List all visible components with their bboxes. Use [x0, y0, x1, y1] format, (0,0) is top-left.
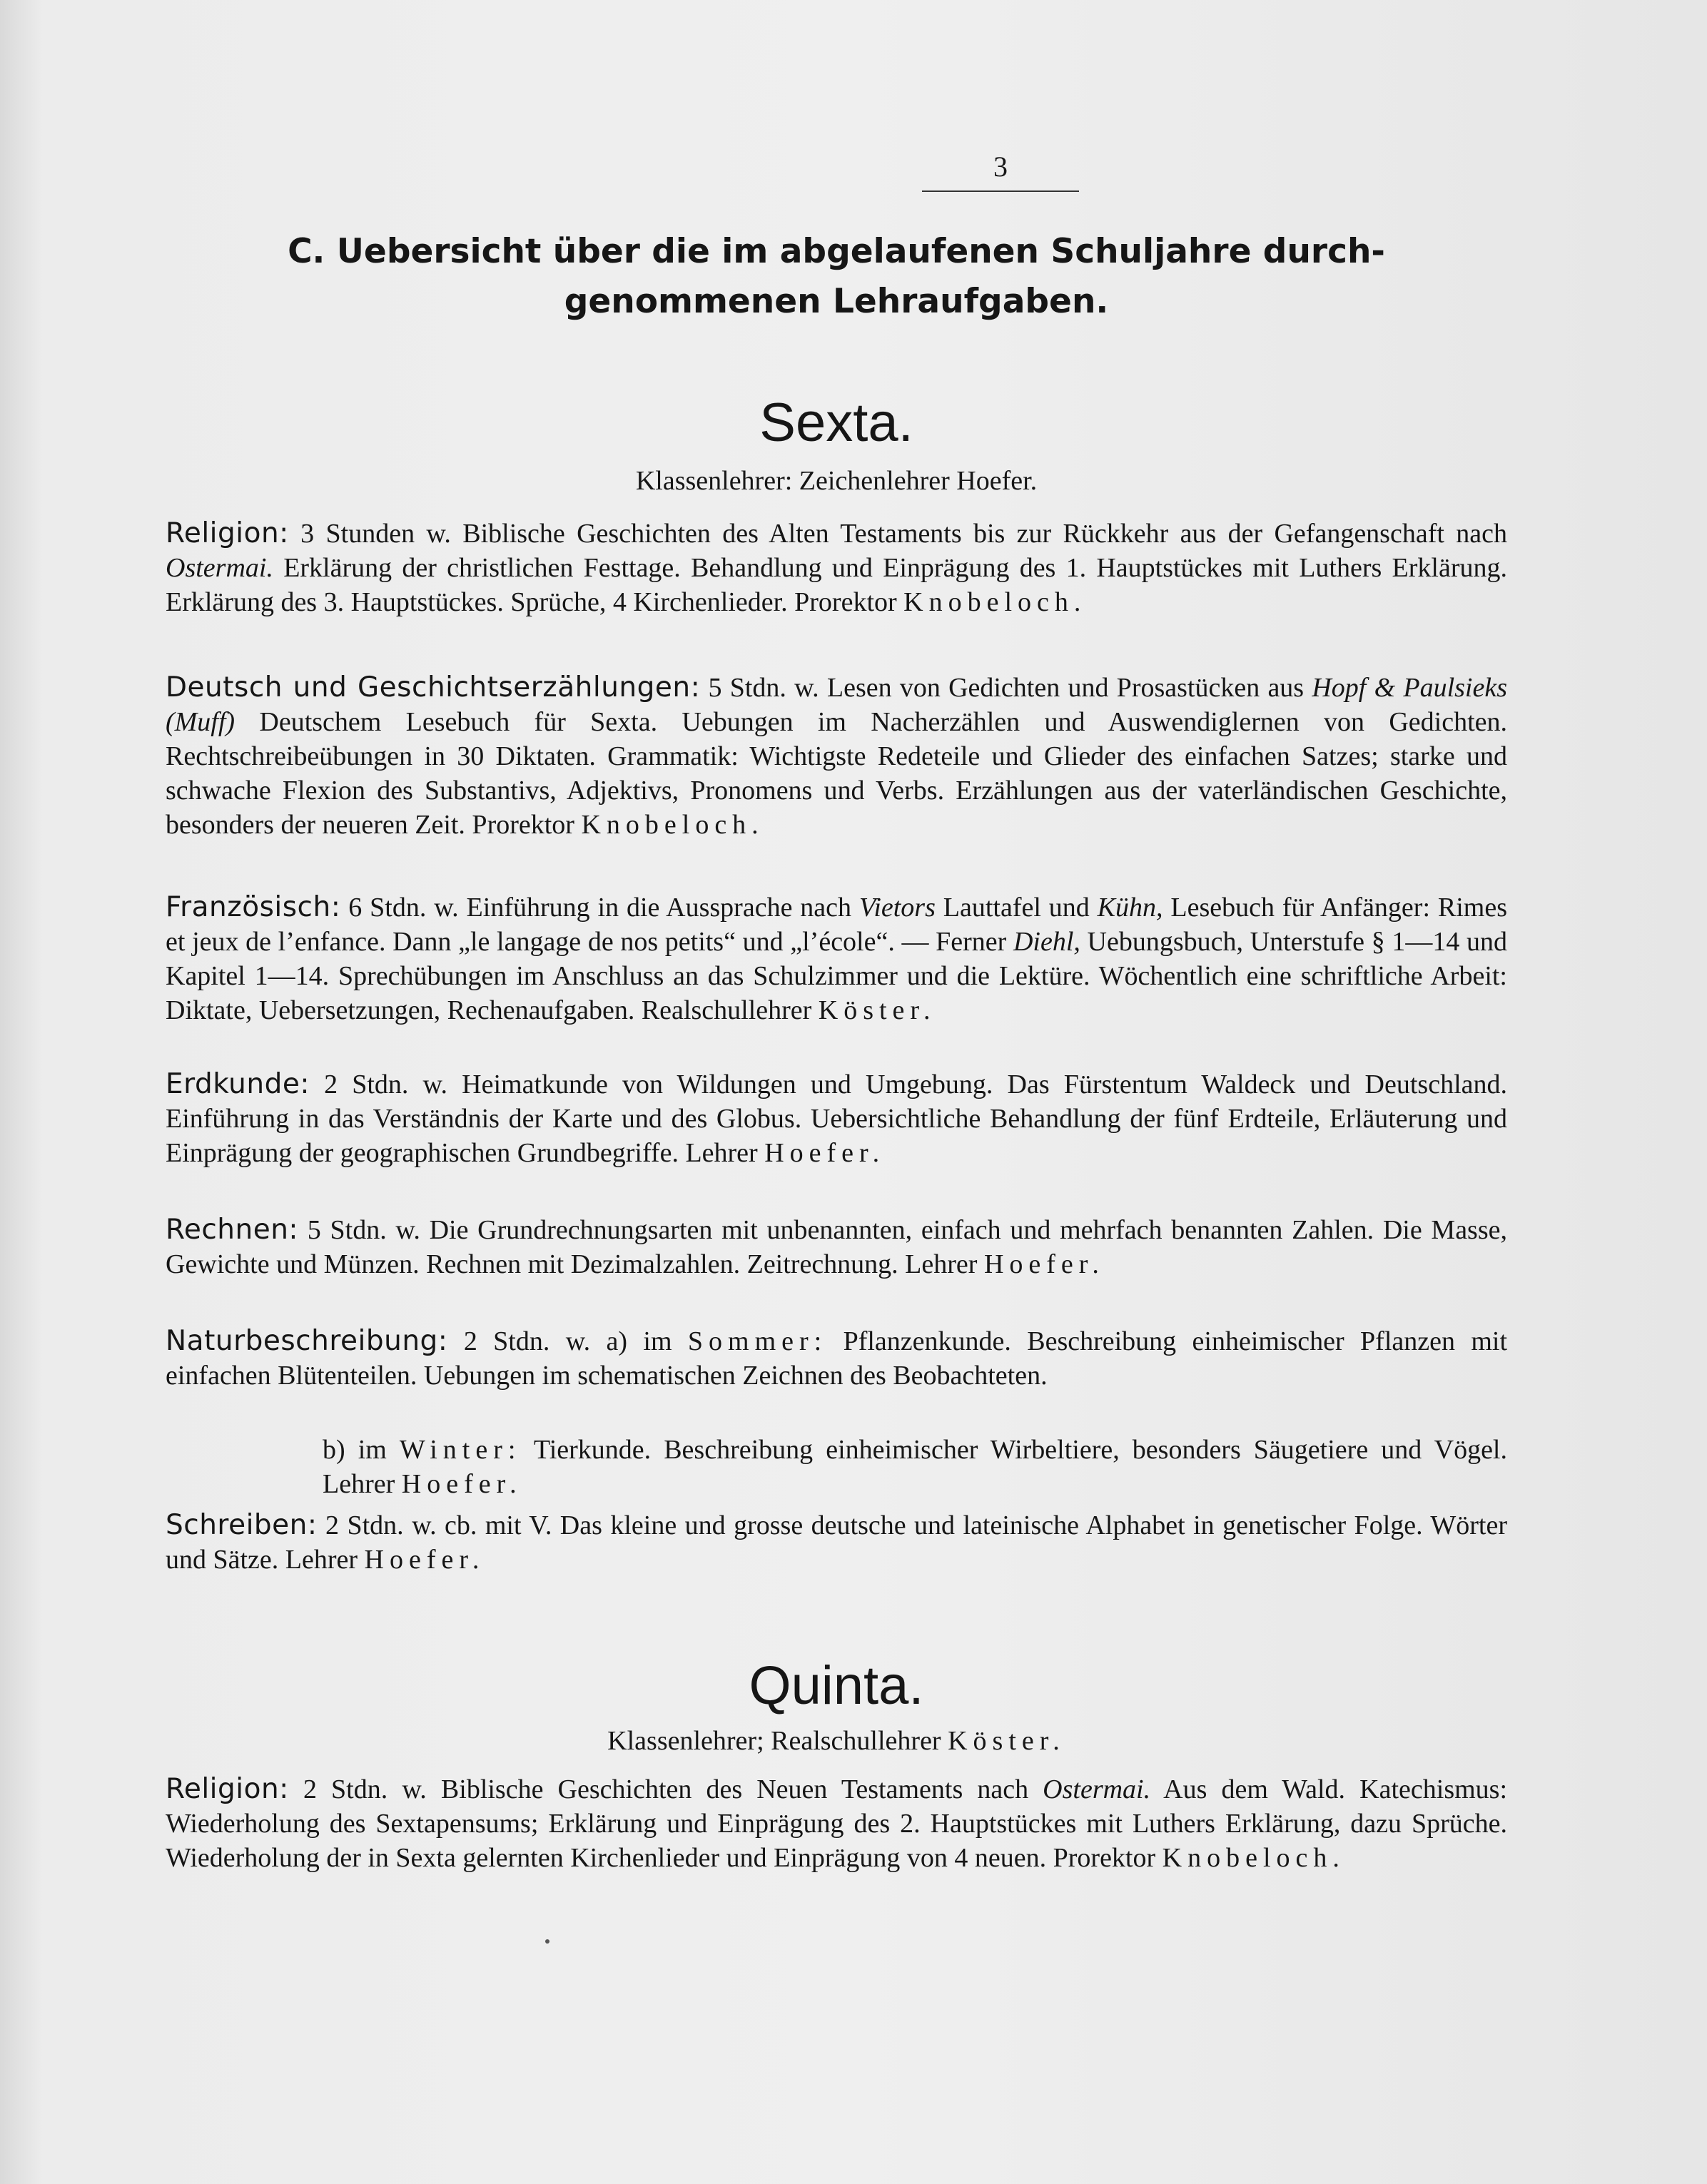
- class-heading-sexta: Sexta.: [759, 392, 913, 453]
- entry-text: b) im: [323, 1435, 400, 1465]
- entry-text: Aus dem Wald. Katechismus: Wiederholung des Sextapensums; Erklärung und Einprägung des 2. Hauptstückes mit Luthers Erklärung, dazu Sprüche. Wiederholung der in Sexta gelernten Kirchenlieder und Einprägung von 4 neuen. Prorektor: [166, 1774, 1508, 1873]
- entry-text: 5 Stdn. w. Lesen von Gedichten und Prosastücken aus: [708, 673, 1312, 703]
- entry-schreiben-sexta: [166, 1508, 1507, 1577]
- entry-text: Lesebuch für Anfänger: Rimes et jeux de l’enfance. Dann „le langage de nos petits“ und „l’école“. — Ferner: [166, 893, 1508, 957]
- teacher-name: Köster.: [948, 1726, 1065, 1756]
- teacher-name: Knobeloch.: [903, 587, 1087, 617]
- subject-label: Deutsch und Geschichtserzählungen:: [166, 671, 701, 704]
- season-label: Sommer:: [687, 1326, 828, 1356]
- entry-text: 2 Stdn. w. Heimatkunde von Wildungen und Umgebung. Das Fürstentum Waldeck und Deutschland. Einführung in das Verständnis der Karte und des Globus. Uebersichtliche Behandlung der fünf Erdteile, Erläuterung und Einprägung der geographischen Grundbegriffe. Lehrer: [166, 1070, 1508, 1168]
- entry-text: 6 Stdn. w. Einführung in die Aussprache nach: [348, 893, 859, 923]
- klassenlehrer-sexta: Klassenlehrer: Zeichenlehrer Hoefer.: [635, 466, 1038, 496]
- entry-text: 2 Stdn. w. a) im: [463, 1326, 688, 1356]
- season-label: Winter:: [399, 1435, 522, 1465]
- entry-text: Pflanzenkunde. Beschreibung einheimischer Pflanzen mit einfachen Blütenteilen. Uebungen im schematischen Zeichnen des Beobachteten.: [166, 1326, 1507, 1391]
- entry-naturbeschreibung-winter: [323, 1433, 1507, 1501]
- entry-text: 2 Stdn. w. Biblische Geschichten des Neuen Testaments nach: [303, 1774, 1043, 1804]
- teacher-name: Hoefer.: [364, 1545, 485, 1575]
- klassenlehrer-quinta: [166, 1724, 1507, 1758]
- entry-text: 3 Stunden w. Biblische Geschichten des Alten Testaments bis zur Rückkehr aus der Gefangenschaft nach: [300, 519, 1507, 549]
- subject-label: Religion:: [166, 1773, 289, 1805]
- entry-italic: Ostermai.: [1043, 1774, 1151, 1804]
- subject-label: Naturbeschreibung:: [166, 1325, 448, 1357]
- entry-text: Erklärung der christlichen Festtage. Behandlung und Einprägung des 1. Hauptstückes mit Luthers Erklärung. Erklärung des 3. Hauptstückes. Sprüche, 4 Kirchenlieder. Prorektor: [166, 553, 1507, 617]
- entry-italic: Diehl,: [1013, 927, 1080, 957]
- entry-text: 5 Stdn. w. Die Grundrechnungsarten mit unbenannten, einfach und mehrfach benannten Zahlen. Die Masse, Gewichte und Münzen. Rechnen mit Dezimalzahlen. Zeitrechnung. Lehrer: [166, 1215, 1507, 1279]
- entry-religion-quinta: [166, 1772, 1507, 1875]
- entry-erdkunde-sexta: [166, 1067, 1507, 1170]
- subject-label: Rechnen:: [166, 1214, 299, 1246]
- entry-rechnen-sexta: [166, 1213, 1507, 1281]
- entry-italic: Kühn,: [1097, 893, 1163, 923]
- entry-text: Tierkunde. Beschreibung einheimischer Wirbeltiere, besonders Säugetiere und Vögel. Lehrer: [323, 1435, 1507, 1499]
- entry-text: 2 Stdn. w. cb. mit V. Das kleine und grosse deutsche und lateinische Alphabet in genetischer Folge. Wörter und Sätze. Lehrer: [166, 1510, 1508, 1575]
- teacher-name: Knobeloch.: [1162, 1843, 1345, 1873]
- entry-naturbeschreibung-sexta: [166, 1324, 1507, 1393]
- entry-franzoesisch-sexta: [166, 890, 1507, 1027]
- teacher-name: Hoefer.: [401, 1469, 522, 1499]
- teacher-name: Köster.: [818, 995, 936, 1025]
- subject-label: Schreiben:: [166, 1509, 318, 1541]
- klassenlehrer-prefix: Klassenlehrer; Realschullehrer: [607, 1726, 948, 1756]
- section-title-line-1: C. Uebersicht über die im abgelaufenen Schuljahre durch-: [288, 232, 1385, 271]
- entry-text: Uebungsbuch, Unterstufe § 1—14 und Kapitel 1—14. Sprechübungen im Anschluss an das Schulzimmer und die Lektüre. Wöchentlich eine schriftliche Arbeit: Diktate, Uebersetzungen, Rechenaufgaben. Realschullehrer: [166, 927, 1507, 1025]
- entry-religion-sexta: [166, 517, 1507, 619]
- speck-mark: [545, 1939, 549, 1944]
- teacher-name: Hoefer.: [983, 1249, 1105, 1279]
- entry-italic: Hopf & Paulsieks (Muff): [166, 673, 1508, 737]
- subject-label: Religion:: [166, 517, 289, 549]
- entry-italic: Vietors: [858, 893, 936, 923]
- entry-italic: Ostermai.: [166, 553, 273, 583]
- entry-text: Deutschem Lesebuch für Sexta. Uebungen im Nacherzählen und Auswendiglernen von Gedichten. Rechtschreibeübungen in 30 Diktaten. Grammatik: Wichtigste Redeteile und Glieder des einfachen Satzes; starke und schwache Flexion des Substantivs, Adjektivs, Pronomens und Verbs. Erzählungen aus der vaterländischen Geschichte, besonders der neueren Zeit. Prorektor: [166, 707, 1507, 840]
- section-title: [166, 227, 1507, 327]
- section-title-line-2: genommenen Lehraufgaben.: [564, 282, 1109, 321]
- teacher-name: Hoefer.: [764, 1138, 886, 1168]
- subject-label: Französisch:: [166, 891, 341, 923]
- entry-deutsch-sexta: [166, 671, 1507, 842]
- teacher-name: Knobeloch.: [581, 810, 764, 840]
- class-heading-quinta: Quinta.: [749, 1655, 924, 1716]
- entry-text: Lauttafel und: [935, 893, 1098, 923]
- subject-label: Erdkunde:: [166, 1068, 310, 1100]
- page-number: 3: [922, 150, 1079, 192]
